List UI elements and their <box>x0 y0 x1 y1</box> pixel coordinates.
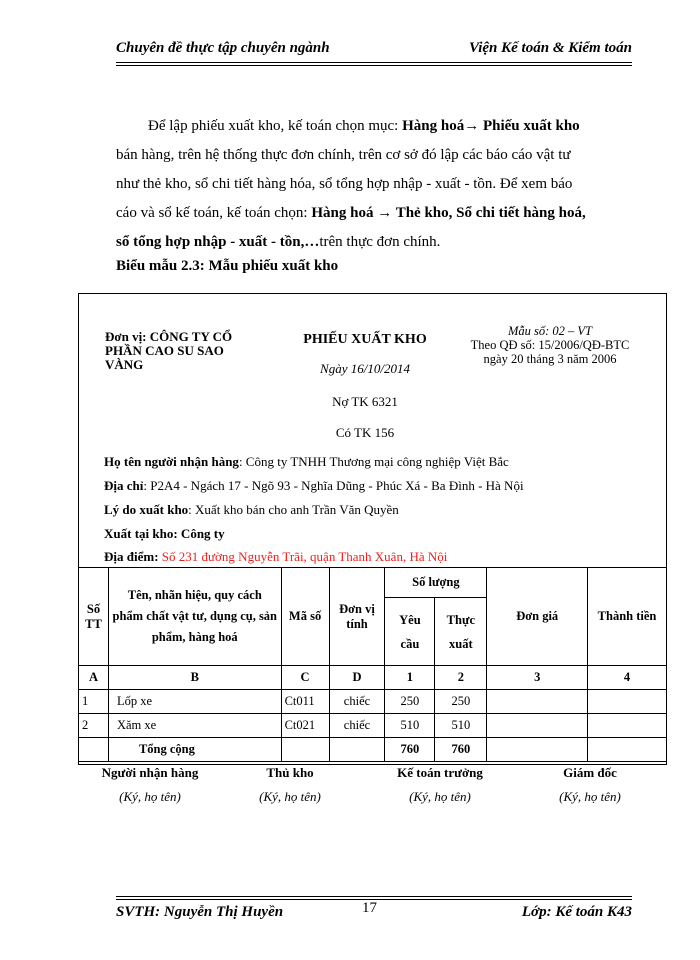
intro-paragraph: Để lập phiếu xuất kho, kế toán chọn mục: Hàng hoá→ Phiếu xuất kho bán hàng, trên hệ thống thực đơn chính, trên cơ sở đó lập các báo cáo vật tư như thẻ kho, sổ chi tiết hàng hóa, sổ tổng hợp nhập - xuất - tồn. Để xem báo cáo và sổ kế toán, kế toán chọn: Hàng hoá → Thẻ kho, Sổ chi tiết hàng hoá, sổ tổng hợp nhập - xuất - tồn,…trên thực đơn chính. <box>116 118 586 250</box>
location-line: Địa điểm: Số 231 đường Nguyễn Trãi, quận Thanh Xuân, Hà Nội <box>104 549 448 564</box>
header-qty: Số lượng <box>385 568 487 598</box>
receiver-line: Họ tên người nhận hàng: Công ty TNHH Thương mại công nghiệp Việt Bắc <box>104 454 509 469</box>
header-left: Chuyên đề thực tập chuyên ngành <box>116 40 330 56</box>
header-name: Tên, nhãn hiệu, quy cách phẩm chất vật tư, dụng cụ, sản phẩm, hàng hoá <box>108 568 281 666</box>
signature-director: Giám đốc (Ký, họ tên) <box>559 765 621 804</box>
header-price: Đơn giá <box>487 568 588 666</box>
total-row: Tổng cộng 760 760 <box>79 738 667 762</box>
header-unit: Đơn vị tính <box>329 568 385 666</box>
footer-rule <box>116 896 632 897</box>
items-table <box>78 567 667 762</box>
header-right: Viện Kế toán & Kiểm toán <box>469 40 632 56</box>
header-qty-act: Thực xuất <box>435 598 487 666</box>
reason-line: Lý do xuất kho: Xuất kho bán cho anh Trần Văn Quyền <box>104 502 399 517</box>
signature-receiver: Người nhận hàng (Ký, họ tên) <box>101 765 199 804</box>
form-info: Mẫu số: 02 – VT Theo QĐ số: 15/2006/QĐ-BTC ngày 20 tháng 3 năm 2006 <box>470 324 630 366</box>
header-rule-2 <box>116 65 632 66</box>
index-row: A B C D 1 2 3 4 <box>79 666 667 690</box>
footer-student: SVTH: Nguyễn Thị Huyền <box>116 904 284 920</box>
unit-block: Đơn vị: CÔNG TY CỔ PHẦN CAO SU SAO VÀNG <box>105 329 233 372</box>
address-line: Địa chỉ: P2A4 - Ngách 17 - Ngõ 93 - Nghĩa Dũng - Phúc Xá - Ba Đình - Hà Nội <box>104 478 524 493</box>
caption: Biểu mẫu 2.3: Mẫu phiếu xuất kho <box>116 258 339 274</box>
credit-account: Có TK 156 <box>335 425 395 440</box>
voucher-date: Ngày 16/10/2014 <box>320 361 410 376</box>
header-rule <box>116 62 632 63</box>
debit-account: Nợ TK 6321 <box>332 394 398 409</box>
table-row: 1 Lốp xe Ct011 chiếc 250 250 <box>79 690 667 714</box>
header-stt: Số TT <box>79 568 109 666</box>
page-number: 17 <box>362 900 377 916</box>
signature-chief-accountant: Kế toán trưởng (Ký, họ tên) <box>397 765 483 804</box>
signature-storekeeper: Thủ kho (Ký, họ tên) <box>259 765 321 804</box>
table-row: 2 Xăm xe Ct021 chiếc 510 510 <box>79 714 667 738</box>
header-code: Mã số <box>281 568 329 666</box>
header-qty-req: Yêu cầu <box>385 598 435 666</box>
header-amount: Thành tiền <box>588 568 667 666</box>
footer-class: Lớp: Kế toán K43 <box>521 904 632 920</box>
warehouse-line: Xuất tại kho: Công ty <box>104 526 225 541</box>
voucher-title: PHIẾU XUẤT KHO <box>303 332 427 347</box>
